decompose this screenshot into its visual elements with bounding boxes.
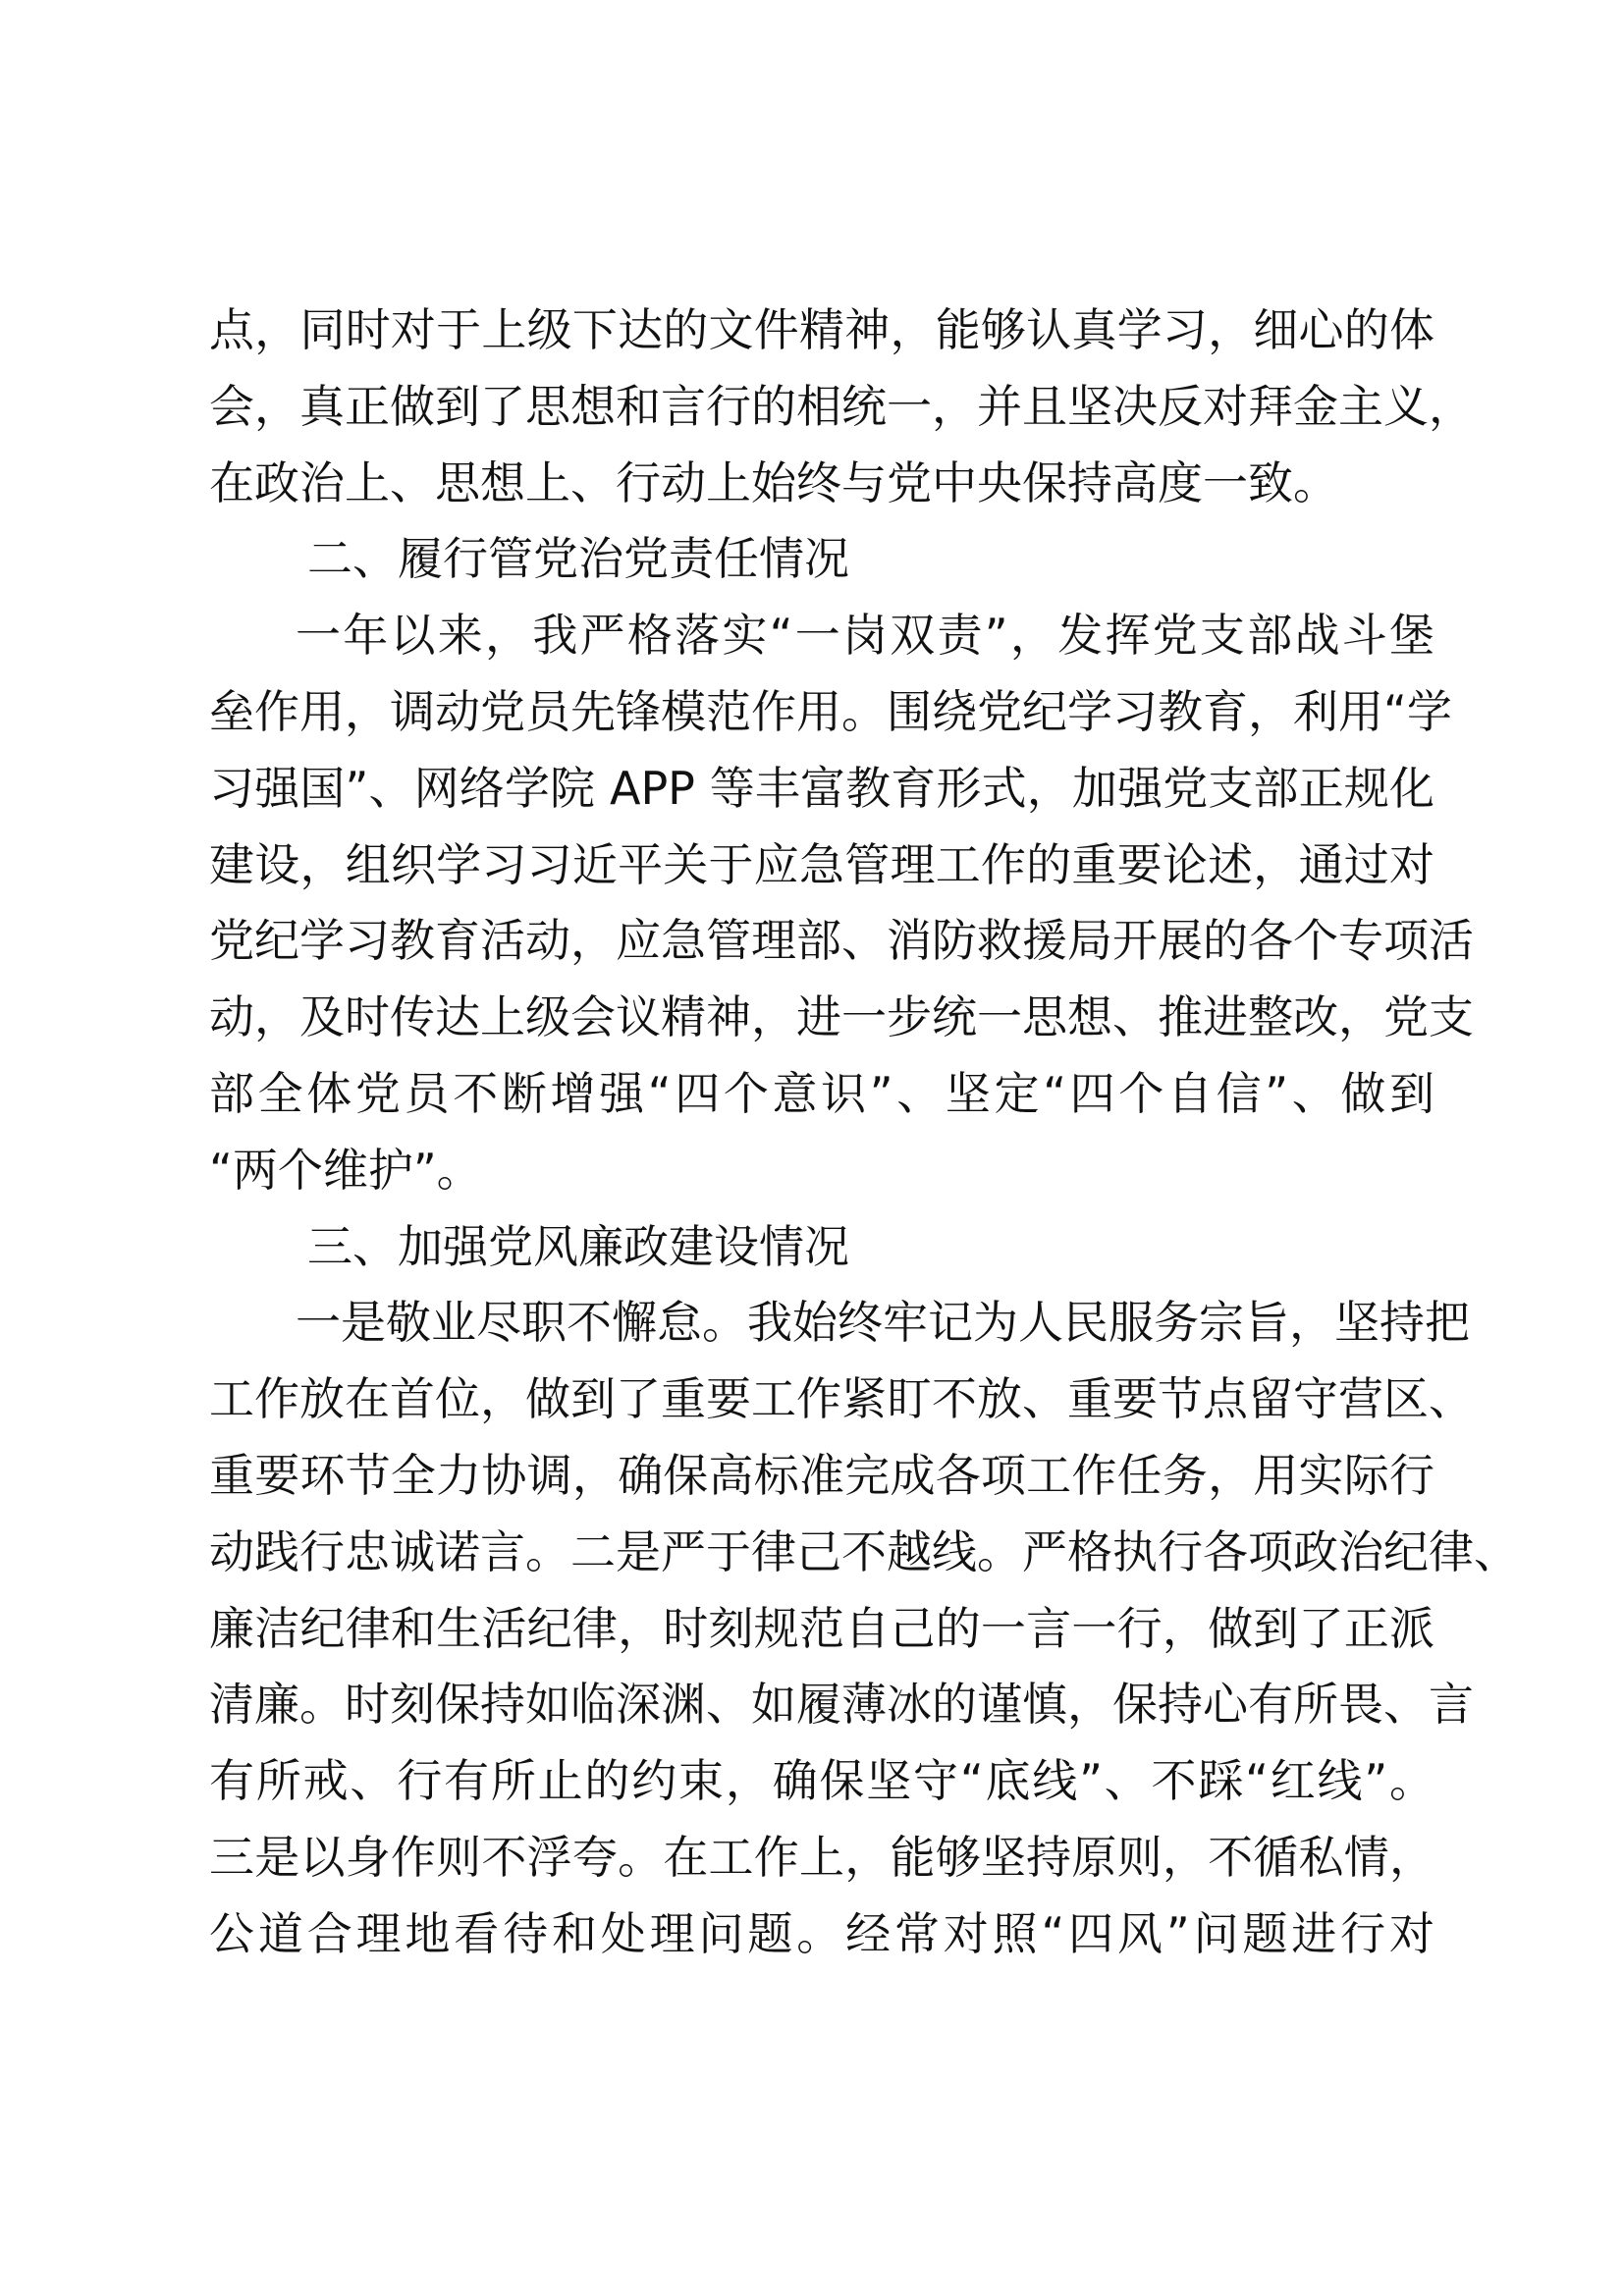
- body-line: 垒作用，调动党员先锋模范作用。围绕党纪学习教育，利用“学: [209, 684, 1452, 738]
- body-line: 清廉。时刻保持如临深渊、如履薄冰的谨慎，保持心有所畏、言: [209, 1678, 1474, 1732]
- body-line: 部全体党员不断增强“四个意识”、坚定“四个自信”、做到: [209, 1066, 1434, 1120]
- body-line: 廉洁纪律和生活纪律，时刻规范自己的一言一行，做到了正派: [209, 1601, 1434, 1655]
- body-line: 工作放在首位，做到了重要工作紧盯不放、重要节点留守营区、: [209, 1372, 1474, 1426]
- body-line: 重要环节全力协调，确保高标准完成各项工作任务，用实际行: [209, 1448, 1434, 1502]
- body-line: 动，及时传达上级会议精神，进一步统一思想、推进整改，党支: [209, 990, 1474, 1044]
- body-line: 点，同时对于上级下达的文件精神，能够认真学习，细心的体: [209, 303, 1434, 356]
- body-line: 建设，组织学习习近平关于应急管理工作的重要论述，通过对: [209, 837, 1434, 891]
- section-heading-2: 二、履行管党治党责任情况: [307, 532, 849, 586]
- body-line: 习强国”、网络学院 APP 等丰富教育形式，加强党支部正规化: [209, 761, 1434, 815]
- document-body: [209, 293, 1519, 1973]
- body-line: 有所戒、行有所止的约束，确保坚守“底线”、不踩“红线”。: [209, 1754, 1434, 1808]
- body-line: 三是以身作则不浮夸。在工作上，能够坚持原则，不循私情，: [209, 1830, 1434, 1884]
- body-line: 会，真正做到了思想和言行的相统一，并且坚决反对拜金主义，: [209, 379, 1474, 433]
- section-heading-3: 三、加强党风廉政建设情况: [307, 1219, 849, 1273]
- body-line: “两个维护”。: [209, 1143, 482, 1197]
- body-line: 公道合理地看待和处理问题。经常对照“四风”问题进行对: [209, 1906, 1434, 1960]
- body-line: 一是敬业尽职不懈怠。我始终牢记为人民服务宗旨，坚持把: [296, 1296, 1470, 1350]
- body-line: 在政治上、思想上、行动上始终与党中央保持高度一致。: [209, 455, 1338, 509]
- body-line: 党纪学习教育活动，应急管理部、消防救援局开展的各个专项活: [209, 914, 1474, 968]
- body-line: 动践行忠诚诺言。二是严于律己不越线。严格执行各项政治纪律、: [209, 1524, 1519, 1578]
- body-line: 一年以来，我严格落实“一岗双责”，发挥党支部战斗堡: [296, 609, 1434, 663]
